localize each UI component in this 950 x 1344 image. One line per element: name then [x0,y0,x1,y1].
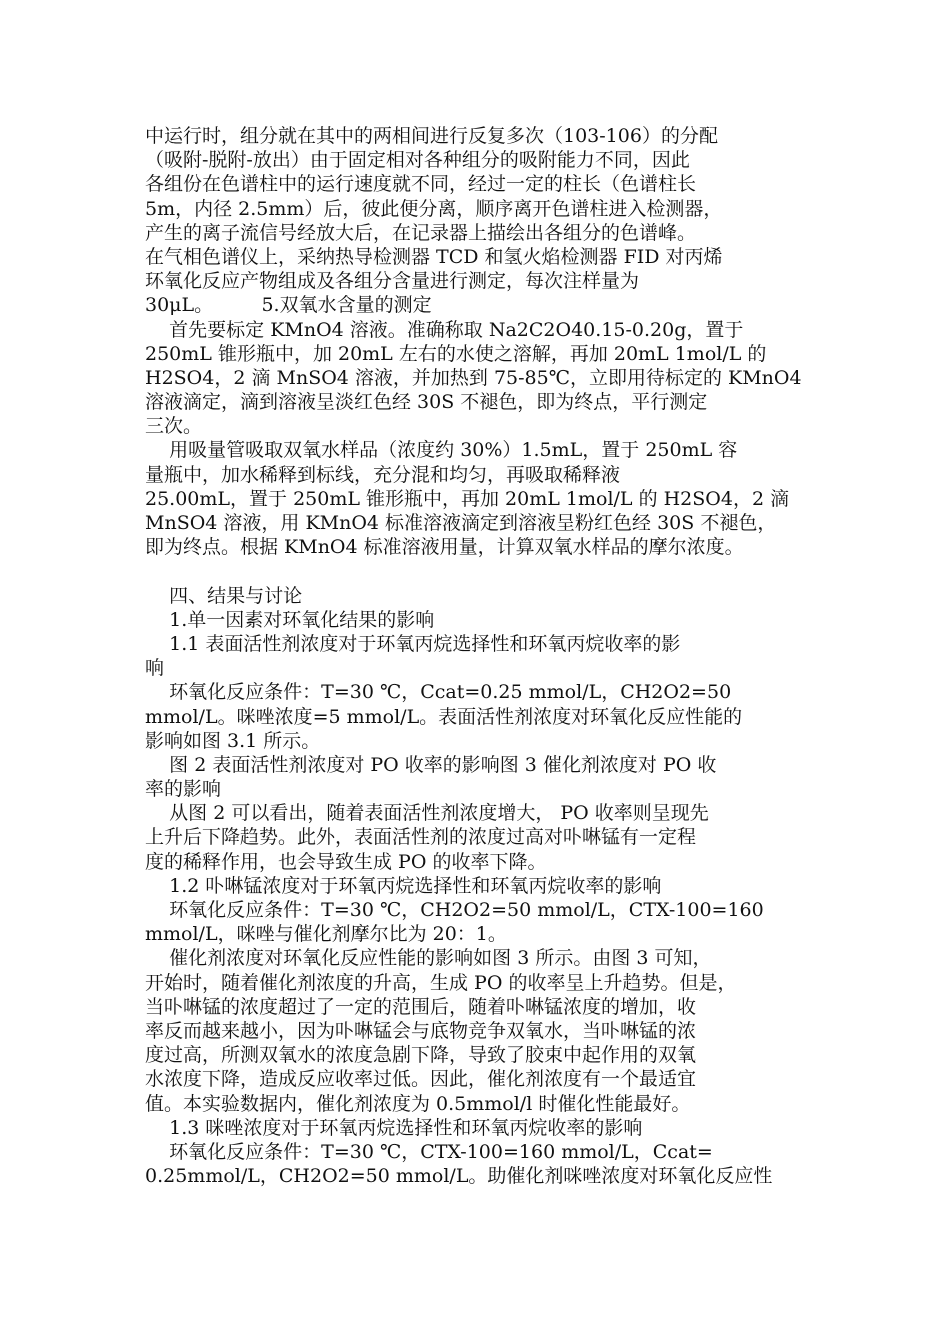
text-line: 当卟啉锰的浓度超过了一定的范围后，随着卟啉锰浓度的增加，收 [145,995,697,1018]
text-line: 在气相色谱仪上，采纳热导检测器 TCD 和氢火焰检测器 FID 对丙烯 [145,245,723,268]
subsection-heading: 1.单一因素对环氧化结果的影响 [145,608,435,631]
text-line: 响 [145,657,165,680]
text-line: 溶液滴定，滴到溶液呈淡红色经 30S 不褪色，即为终点，平行测定 [145,391,708,414]
subsection-heading: 1.2 卟啉锰浓度对于环氧丙烷选择性和环氧丙烷收率的影响 [145,874,662,897]
text-line: mmol/L，咪唑与催化剂摩尔比为 20：1。 [145,923,507,946]
figure-caption: 率的影响 [145,778,222,801]
text-line: 产生的离子流信号经放大后，在记录器上描绘出各组分的色谱峰。 [145,221,697,244]
text-line: 从图 2 可以看出，随着表面活性剂浓度增大， PO 收率则呈现先 [145,802,709,825]
text-line: 5m，内径 2.5mm）后，彼此便分离，顺序离开色谱柱进入检测器， [145,197,723,220]
text-line: 30μL。 5.双氧水含量的测定 [145,294,432,317]
text-line: （吸附-脱附-放出）由于固定相对各种组分的吸附能力不同，因此 [145,149,690,172]
text-line: 中运行时，组分就在其中的两相间进行反复多次（103-106）的分配 [145,125,718,147]
text-line: 度过高，所测双氧水的浓度急剧下降，导致了胶束中起作用的双氧 [145,1044,697,1067]
text-line: 25.00mL，置于 250mL 锥形瓶中，再加 20mL 1mol/L 的 H2SO4，2 滴 [145,487,790,510]
text-line: 环氧化反应条件：T=30 ℃，Ccat=0.25 mmol/L，CH2O2=50 [145,681,732,704]
text-line: 即为终点。根据 KMnO4 标准溶液用量，计算双氧水样品的摩尔浓度。 [145,536,744,559]
text-line: 度的稀释作用，也会导致生成 PO 的收率下降。 [145,850,547,873]
text-line: 上升后下降趋势。此外，表面活性剂的浓度过高对卟啉锰有一定程 [145,826,697,849]
subsection-heading: 1.1 表面活性剂浓度对于环氧丙烷选择性和环氧丙烷收率的影 [145,632,681,655]
text-line: 率反而越来越小，因为卟啉锰会与底物竞争双氧水，当卟啉锰的浓 [145,1019,697,1042]
figure-caption: 图 2 表面活性剂浓度对 PO 收率的影响图 3 催化剂浓度对 PO 收 [145,753,717,776]
text-line: 0.25mmol/L，CH2O2=50 mmol/L。助催化剂咪唑浓度对环氧化反应性 [145,1165,773,1188]
text-line: 三次。 [145,415,203,438]
section-heading: 四、结果与讨论 [145,584,303,607]
text-line: 各组份在色谱柱中的运行速度就不同，经过一定的柱长（色谱柱长 [145,173,697,196]
text-line: 量瓶中，加水稀释到标线，充分混和均匀，再吸取稀释液 [145,463,621,486]
text-line: 影响如图 3.1 所示。 [145,729,321,752]
text-line: 环氧化反应条件：T=30 ℃，CH2O2=50 mmol/L，CTX-100=160 [145,899,764,921]
document-body [145,124,810,1188]
text-line: 值。本实验数据内，催化剂浓度为 0.5mmol/l 时催化性能最好。 [145,1092,691,1115]
text-line: 水浓度下降，造成反应收率过低。因此，催化剂浓度有一个最适宜 [145,1068,697,1091]
blank-line [145,559,810,583]
text-line: 环氧化反应条件：T=30 ℃，CTX-100=160 mmol/L，Ccat= [145,1140,713,1163]
text-line: MnSO4 溶液，用 KMnO4 标准溶液滴定到溶液呈粉红色经 30S 不褪色， [145,512,777,534]
text-line: mmol/L。咪唑浓度=5 mmol/L。表面活性剂浓度对环氧化反应性能的 [145,705,743,728]
text-line: 首先要标定 KMnO4 溶液。准确称取 Na2C2O40.15-0.20g，置于 [145,318,744,341]
subsection-heading: 1.3 咪唑浓度对于环氧丙烷选择性和环氧丙烷收率的影响 [145,1116,643,1139]
text-line: 250mL 锥形瓶中，加 20mL 左右的水使之溶解，再加 20mL 1mol/L 的 [145,342,767,365]
text-line: H2SO4，2 滴 MnSO4 溶液，并加热到 75-85℃，立即用待标定的 KMnO4 [145,366,802,389]
text-line: 催化剂浓度对环氧化反应性能的影响如图 3 所示。由图 3 可知， [145,947,712,970]
text-line: 用吸量管吸取双氧水样品（浓度约 30%）1.5mL，置于 250mL 容 [145,439,738,462]
text-line: 开始时，随着催化剂浓度的升高，生成 PO 的收率呈上升趋势。但是， [145,971,737,994]
text-line: 环氧化反应产物组成及各组分含量进行测定，每次注样量为 [145,270,640,293]
